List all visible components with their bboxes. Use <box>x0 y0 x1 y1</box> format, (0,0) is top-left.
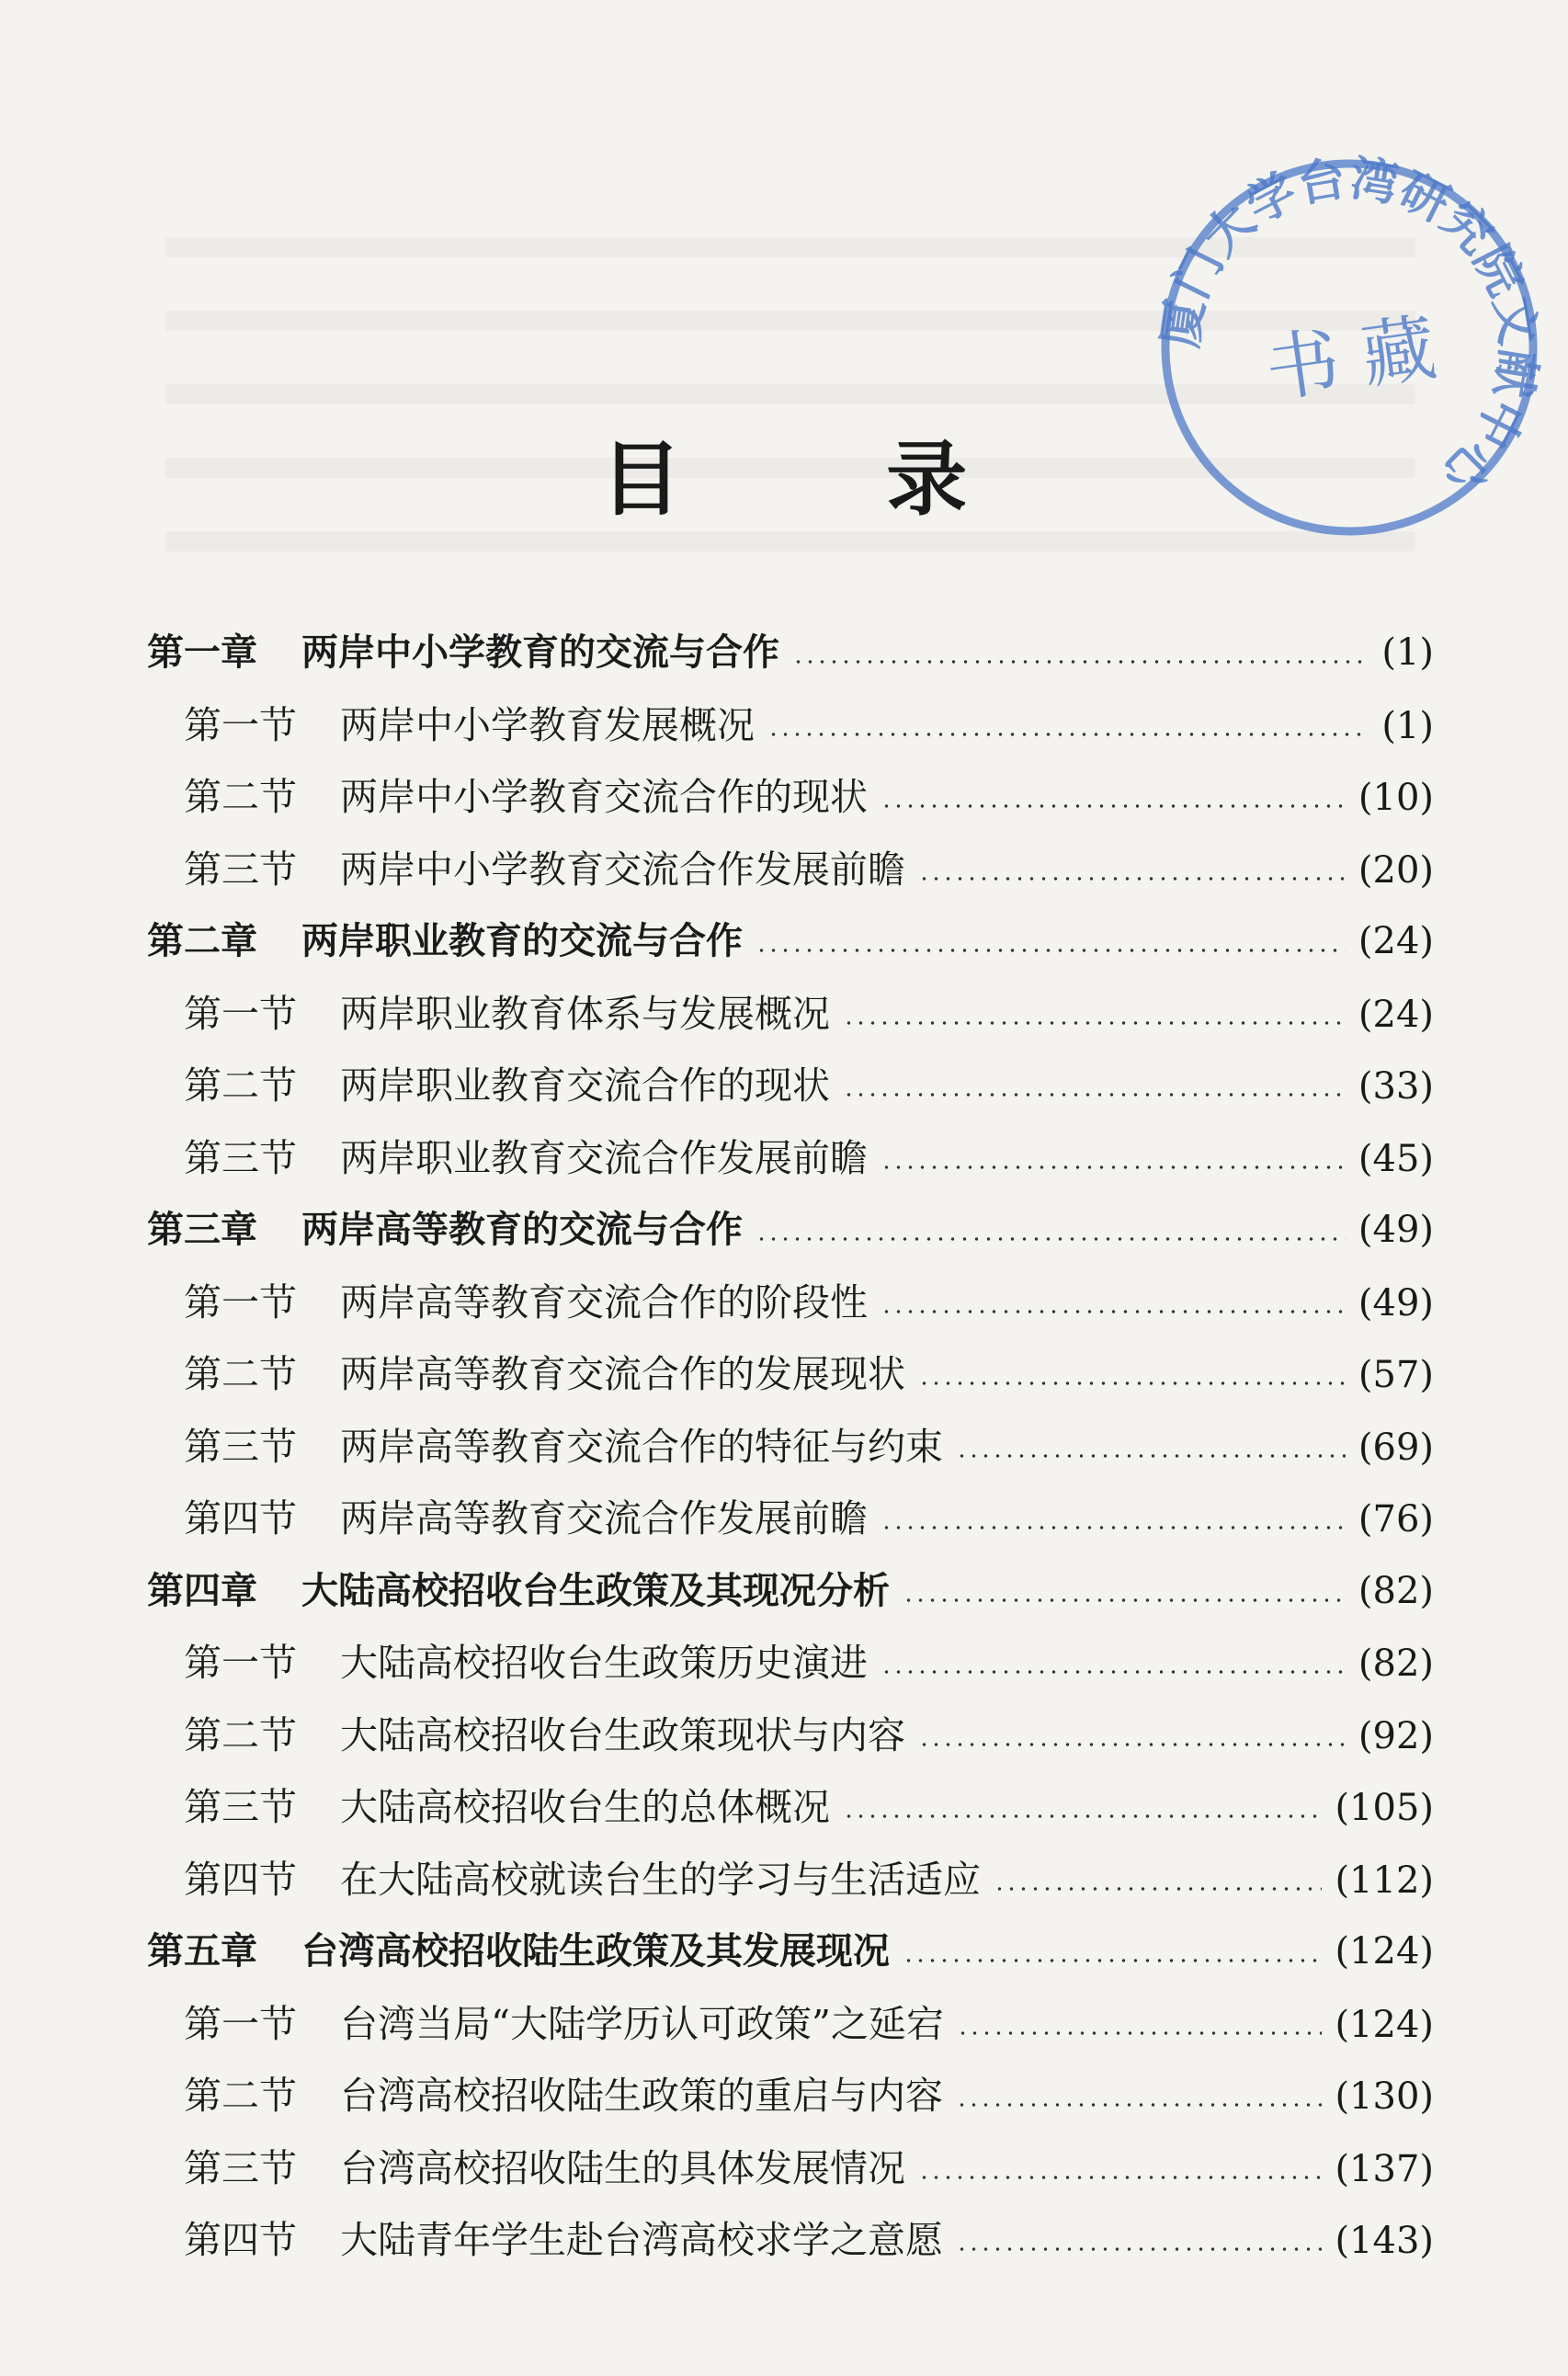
dot-leader <box>843 1092 1346 1097</box>
section-number: 第三节 <box>184 1424 297 1469</box>
toc-section-row[interactable] <box>184 2141 1434 2196</box>
section-page-number: (45) <box>1358 1137 1434 1180</box>
dot-leader <box>994 1886 1322 1892</box>
dot-leader <box>881 803 1346 809</box>
section-title: 两岸高等教育交流合作的发展现状 <box>340 1352 905 1396</box>
section-number: 第四节 <box>184 2218 297 2262</box>
chapter-page-number: (49) <box>1358 1209 1434 1251</box>
dot-leader <box>957 2030 1323 2036</box>
section-page-number: (112) <box>1335 1859 1434 1902</box>
toc-section-row[interactable] <box>184 2068 1434 2123</box>
chapter-title: 两岸职业教育的交流与合作 <box>301 920 743 962</box>
chapter-title: 两岸中小学教育的交流与合作 <box>301 631 779 674</box>
toc-section-row[interactable] <box>184 698 1434 753</box>
dot-leader <box>767 732 1369 737</box>
section-title: 两岸职业教育体系与发展概况 <box>340 991 830 1036</box>
dot-leader <box>881 1525 1346 1530</box>
dot-leader <box>956 1453 1346 1459</box>
section-number: 第三节 <box>184 1785 297 1829</box>
section-number: 第三节 <box>184 1135 297 1180</box>
dot-leader <box>756 948 1346 953</box>
toc-chapter-row[interactable] <box>147 914 1434 969</box>
section-title: 两岸职业教育交流合作的现状 <box>340 1063 830 1108</box>
dot-leader <box>903 1958 1322 1963</box>
section-page-number: (137) <box>1335 2147 1434 2190</box>
dot-leader <box>918 1381 1346 1386</box>
section-page-number: (1) <box>1381 704 1434 747</box>
section-title: 台湾高校招收陆生政策的重启与内容 <box>340 2074 943 2118</box>
dot-leader <box>881 1309 1346 1314</box>
dot-leader <box>843 1813 1322 1819</box>
section-title: 大陆高校招收台生政策历史演进 <box>340 1641 868 1685</box>
section-title: 台湾高校招收陆生的具体发展情况 <box>340 2145 905 2190</box>
section-title: 大陆青年学生赴台湾高校求学之意愿 <box>340 2218 943 2262</box>
stamp-inner-text: 书 藏 <box>1260 304 1442 414</box>
section-title: 两岸中小学教育交流合作的现状 <box>340 775 868 819</box>
toc-chapter-row[interactable] <box>147 1202 1434 1257</box>
toc-section-row[interactable] <box>184 2212 1434 2268</box>
section-title: 两岸中小学教育发展概况 <box>340 702 755 747</box>
chapter-number: 第五章 <box>147 1930 257 1972</box>
section-page-number: (24) <box>1358 993 1434 1036</box>
stamp-outer-text: 厦门大学台湾研究院文献中心 <box>1153 151 1546 503</box>
section-number: 第一节 <box>184 1641 297 1685</box>
section-number: 第二节 <box>184 1352 297 1396</box>
section-title: 大陆高校招收台生政策现状与内容 <box>340 1712 905 1757</box>
toc-section-row[interactable] <box>184 1779 1434 1835</box>
dot-leader <box>918 876 1346 881</box>
toc-section-row[interactable] <box>184 1275 1434 1330</box>
section-title: 台湾当局“大陆学历认可政策”之延宕 <box>340 2001 944 2046</box>
toc-section-row[interactable] <box>184 986 1434 1041</box>
section-page-number: (20) <box>1358 848 1434 892</box>
chapter-number: 第四章 <box>147 1569 257 1612</box>
section-page-number: (105) <box>1335 1787 1434 1829</box>
section-title: 两岸高等教育交流合作的阶段性 <box>340 1279 868 1324</box>
section-title: 大陆高校招收台生的总体概况 <box>340 1785 830 1829</box>
section-title: 两岸高等教育交流合作发展前瞻 <box>340 1496 868 1540</box>
dot-leader <box>792 659 1369 665</box>
section-page-number: (130) <box>1335 2075 1434 2118</box>
section-page-number: (69) <box>1358 1426 1434 1469</box>
dot-leader <box>956 2246 1322 2252</box>
toc-section-row[interactable] <box>184 842 1434 897</box>
chapter-page-number: (82) <box>1358 1569 1434 1612</box>
section-title: 在大陆高校就读台生的学习与生活适应 <box>340 1857 981 1902</box>
toc-chapter-row[interactable] <box>147 625 1434 680</box>
toc-section-row[interactable] <box>184 1419 1434 1474</box>
section-number: 第二节 <box>184 775 297 819</box>
toc-section-row[interactable] <box>184 1852 1434 1907</box>
dot-leader <box>918 2175 1322 2180</box>
chapter-title: 台湾高校招收陆生政策及其发展现况 <box>301 1930 890 1972</box>
toc-section-row[interactable] <box>184 1708 1434 1763</box>
chapter-page-number: (124) <box>1335 1930 1434 1972</box>
toc-chapter-row[interactable] <box>147 1924 1434 1979</box>
dot-leader <box>756 1236 1346 1242</box>
section-page-number: (92) <box>1358 1714 1434 1757</box>
chapter-number: 第三章 <box>147 1209 257 1251</box>
toc-section-row[interactable] <box>184 1347 1434 1402</box>
toc-section-row[interactable] <box>184 769 1434 824</box>
section-page-number: (49) <box>1358 1281 1434 1324</box>
dot-leader <box>843 1020 1346 1026</box>
dot-leader <box>881 1669 1346 1675</box>
chapter-title: 大陆高校招收台生政策及其现况分析 <box>301 1569 890 1612</box>
section-title: 两岸职业教育交流合作发展前瞻 <box>340 1135 868 1180</box>
page-title: 目 录 <box>600 432 1056 527</box>
chapter-page-number: (1) <box>1381 631 1434 674</box>
section-number: 第一节 <box>184 991 297 1036</box>
section-number: 第四节 <box>184 1857 297 1902</box>
chapter-title: 两岸高等教育的交流与合作 <box>301 1209 743 1251</box>
section-page-number: (33) <box>1358 1065 1434 1108</box>
section-page-number: (82) <box>1358 1643 1434 1685</box>
section-number: 第三节 <box>184 2145 297 2190</box>
section-number: 第一节 <box>184 1279 297 1324</box>
section-title: 两岸高等教育交流合作的特征与约束 <box>340 1424 943 1469</box>
chapter-page-number: (24) <box>1358 920 1434 962</box>
section-number: 第三节 <box>184 847 297 892</box>
section-page-number: (57) <box>1358 1354 1434 1396</box>
section-number: 第四节 <box>184 1496 297 1540</box>
section-number: 第一节 <box>184 702 297 747</box>
section-number: 第二节 <box>184 1712 297 1757</box>
section-number: 第二节 <box>184 2074 297 2118</box>
section-page-number: (10) <box>1358 777 1434 819</box>
section-number: 第二节 <box>184 1063 297 1108</box>
toc-section-row[interactable] <box>184 1058 1434 1113</box>
dot-leader <box>903 1597 1346 1603</box>
section-title: 两岸中小学教育交流合作发展前瞻 <box>340 847 905 892</box>
toc-section-row[interactable] <box>184 1491 1434 1546</box>
dot-leader <box>881 1165 1346 1170</box>
section-number: 第一节 <box>184 2001 297 2046</box>
toc-section-row[interactable] <box>184 1131 1434 1186</box>
section-page-number: (76) <box>1358 1498 1434 1540</box>
chapter-number: 第二章 <box>147 920 257 962</box>
toc-chapter-row[interactable] <box>147 1563 1434 1619</box>
toc-section-row[interactable] <box>184 1635 1434 1690</box>
dot-leader <box>956 2102 1322 2108</box>
section-page-number: (124) <box>1335 2003 1434 2046</box>
dot-leader <box>918 1742 1346 1747</box>
toc-section-row[interactable] <box>184 1996 1434 2052</box>
section-page-number: (143) <box>1335 2220 1434 2262</box>
chapter-number: 第一章 <box>147 631 257 674</box>
